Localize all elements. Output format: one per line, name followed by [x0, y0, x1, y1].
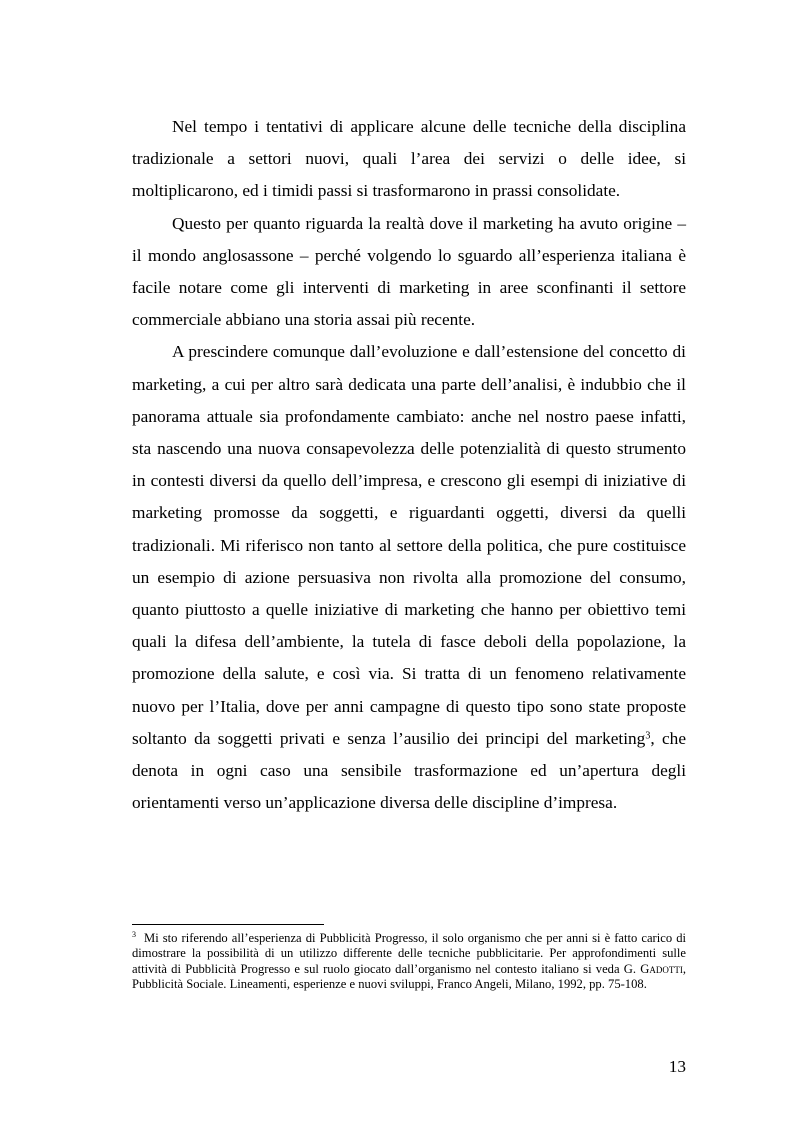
page-number: 13: [668, 1057, 686, 1076]
paragraph-1: Nel tempo i tentativi di applicare alcune delle tecniche della disciplina tradizionale a settori nuovi, quali l’area dei servizi o delle idee, si moltiplicarono, ed i timidi passi si trasformarono in prassi consolidate.: [132, 117, 686, 201]
footnote: [132, 931, 686, 993]
paragraph-3: [132, 336, 686, 819]
footnote-author-surname: Gadotti: [640, 961, 683, 976]
footnote-separator: [132, 924, 324, 925]
paragraph-2: Questo per quanto riguarda la realtà dove il marketing ha avuto origine – il mondo anglosassone – perché volgendo lo sguardo all’esperienza italiana è facile notare come gli interventi di marketing in aree sconfinanti il settore commerciale abbiano una storia assai più recente.: [132, 213, 686, 330]
body-text: [132, 111, 686, 819]
footnote-text-part1: Mi sto riferendo all’esperienza di Pubblicità Progresso, il solo organismo che per anni si è fatto carico di dimostrare la possibilità di un utilizzo differente delle tecniche pubblicitarie. Per approfondimenti sulle attività di Pubblicità Progresso e sul ruolo giocato dall’organismo nel contesto italiano si veda G.: [132, 931, 686, 976]
footnote-reference: 3: [645, 730, 651, 742]
paragraph-3-text-after-ref: , che denota in ogni caso una sensibile trasformazione ed un’apertura degli orientamenti verso un’applicazione diversa delle discipline d’impresa.: [132, 728, 686, 813]
footnote-text-part2: , Pubblicità Sociale. Lineamenti, esperienze e nuovi sviluppi, Franco Angeli, Milano, 1992, pp. 75-108.: [132, 961, 686, 992]
footnote-number: 3: [132, 930, 136, 940]
paragraph-3-text-before-ref: A prescindere comunque dall’evoluzione e dall’estensione del concetto di marketing, a cui per altro sarà dedicata una parte dell’analisi, è indubbio che il panorama attuale sia profondamente cambiato: anche nel nostro paese infatti, sta nascendo una nuova consapevolezza delle potenzialità di questo strumento in contesti diversi da quello dell’impresa, e crescono gli esempi di iniziative di marketing promosse da soggetti, e riguardanti oggetti, diversi da quelli tradizionali. Mi riferisco non tanto al settore della politica, che pure costituisce un esempio di azione persuasiva non rivolta alla promozione del consumo, quanto piuttosto a quelle iniziative di marketing che hanno per obiettivo temi quali la difesa dell’ambiente, la tutela di fasce deboli della popolazione, la promozione della salute, e così via. Si tratta di un fenomeno relativamente nuovo per l’Italia, dove per anni campagne di questo tipo sono state proposte soltanto da soggetti privati e senza l’ausilio dei principi del marketing: [132, 342, 686, 748]
